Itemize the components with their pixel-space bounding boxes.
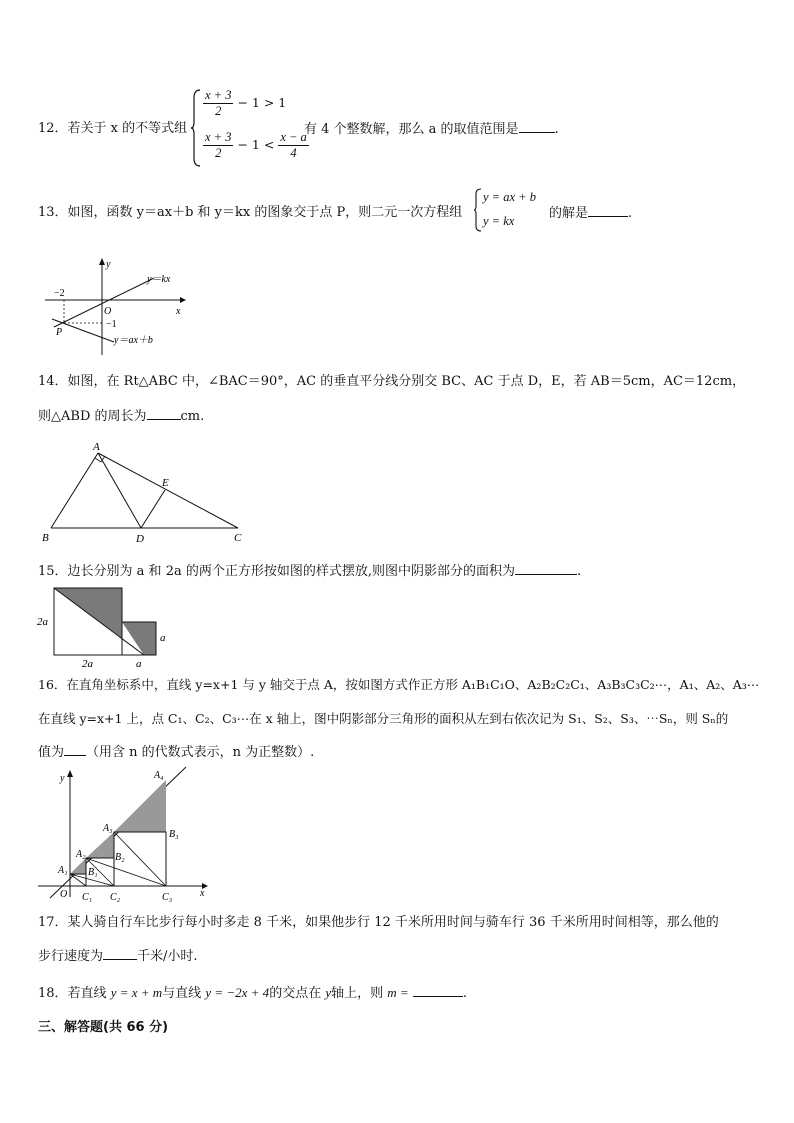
fig16-A1: A₁	[58, 865, 68, 876]
q16-figure	[36, 765, 216, 905]
fig13-axb-label: y＝ax＋b	[114, 335, 153, 346]
fig16-C1: C₁	[82, 892, 93, 903]
q12-brace	[190, 88, 202, 168]
q18-answer-blank[interactable]	[413, 984, 463, 997]
q17-line2: 步行速度为 千米/小时.	[38, 949, 198, 964]
q18-text: 18．若直线 y = x + m与直线 y = −2x + 4的交点在 y轴上，则 m = .	[38, 985, 467, 1001]
q12-suffix: 有 4 个整数解，那么 a 的取值范围是 .	[304, 122, 559, 137]
fig16-A4: A₄	[154, 770, 164, 781]
section-3-heading: 三、解答题(共 66 分)	[38, 1020, 169, 1035]
q14-line2: 则△ABD 的周长为 cm.	[38, 409, 205, 424]
q12-answer-blank[interactable]	[519, 120, 555, 133]
q17-answer-blank[interactable]	[103, 947, 137, 960]
fig15-left-2a: 2a	[37, 616, 48, 628]
q16-line1: 16．在直角坐标系中，直线 y=x+1 与 y 轴交于点 A，按如图方式作正方形 A₁B₁C₁O、A₂B₂C₂C₁、A₃B₃C₃C₂⋯，A₁、A₂、A₃⋯	[38, 677, 760, 692]
q16-answer-blank[interactable]	[64, 743, 86, 756]
fig15-bottom-a: a	[136, 658, 142, 669]
fig14-A: A	[93, 441, 100, 453]
q14-line1: 14．如图，在 Rt△ABC 中，∠BAC＝90°，AC 的垂直平分线分别交 BC、AC 于点 D，E，若 AB＝5cm，AC＝12cm，	[38, 374, 746, 389]
q16-line2: 在直线 y=x+1 上，点 C₁、C₂、C₃⋯在 x 轴上，图中阴影部分三角形的面积从左到右依次记为 S₁、S₂、S₃、⋯Sₙ，则 Sₙ的	[38, 711, 729, 726]
q15-answer-blank[interactable]	[515, 562, 577, 575]
fig16-x: x	[200, 888, 205, 899]
fig13-y-label: y	[106, 259, 111, 270]
q13-answer-blank[interactable]	[588, 204, 628, 217]
fig16-C2: C₂	[110, 892, 121, 903]
fig14-E: E	[162, 477, 169, 489]
q12-line2: $\frac{x + 3}{2}$ − 1 < $\frac{x - a}{4}$	[205, 130, 307, 160]
fig13-x-label: x	[176, 306, 181, 317]
line-kx	[54, 282, 146, 327]
q13-suffix: 的解是 .	[549, 206, 633, 221]
fig16-C3: C₃	[162, 892, 173, 903]
fig13-neg2: −2	[54, 288, 65, 299]
q15-text: 15．边长分别为 a 和 2a 的两个正方形按如图的样式摆放,则图中阴影部分的面积为 .	[38, 564, 582, 579]
q13-figure	[40, 255, 200, 355]
fig16-B2: B₂	[115, 852, 125, 863]
fig13-p: P	[56, 327, 63, 338]
fig14-B: B	[42, 532, 49, 544]
q15-figure	[34, 585, 174, 669]
q17-line1: 17．某人骑自行车比步行每小时多走 8 千米，如果他步行 12 千米所用时间与骑车行 36 千米所用时间相等，那么他的	[38, 915, 719, 930]
fig14-D: D	[136, 533, 144, 545]
q14-figure	[38, 438, 253, 546]
q13-brace	[473, 188, 483, 232]
q13-eq2: y = kx	[483, 214, 515, 228]
q16-line3: 值为 （用含 n 的代数式表示，n 为正整数）.	[38, 745, 315, 760]
fig16-A2: A₂	[76, 849, 86, 860]
q12-prefix: 12．若关于 x 的不等式组	[38, 121, 188, 136]
fig15-bottom-2a: 2a	[82, 658, 93, 669]
q14-answer-blank[interactable]	[147, 407, 181, 420]
q12-line1: $\frac{x + 3}{2}$ − 1 > 1	[205, 88, 287, 118]
fig14-C: C	[234, 532, 242, 544]
fig16-B1: B₁	[88, 867, 98, 878]
q13-prefix: 13．如图，函数 y＝ax＋b 和 y＝kx 的图象交于点 P，则二元一次方程组	[38, 205, 463, 220]
fig16-O: O	[60, 889, 68, 900]
fig16-y: y	[60, 773, 65, 784]
q13-eq1: y = ax + b	[483, 190, 536, 204]
fig13-kx-label: y＝kx	[147, 274, 171, 285]
fig16-A3: A₃	[103, 823, 113, 834]
fig13-neg1: −1	[106, 319, 117, 330]
fig16-B3: B₃	[169, 829, 179, 840]
fig15-right-a: a	[160, 632, 166, 644]
fig13-origin: O	[104, 306, 112, 317]
